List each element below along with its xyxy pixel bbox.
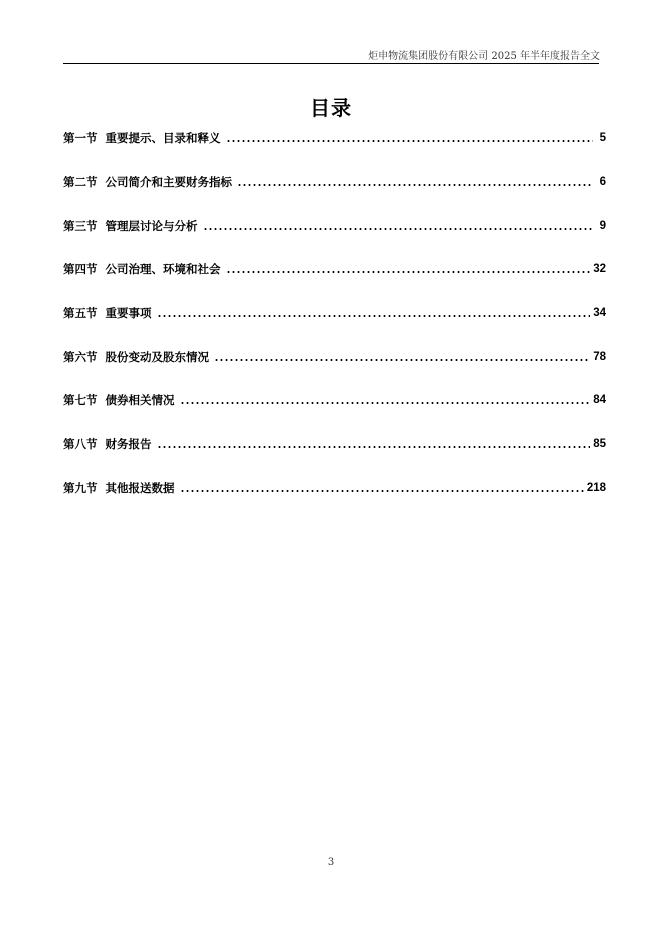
toc-section-title: 股份变动及股东情况 [105,350,209,364]
toc-section-title: 财务报告 [105,437,152,451]
toc-section-number: 第八节 [63,437,98,451]
toc-section-number: 第二节 [63,175,98,189]
toc-section-number: 第六节 [63,350,98,364]
toc-entry[interactable] [63,434,606,454]
toc-entry[interactable] [63,128,606,148]
toc-leader-dots [226,140,594,142]
toc-leader-dots [157,315,591,317]
header-divider [63,63,599,64]
toc-page-number: 6 [599,176,606,188]
toc-leader-dots [214,359,590,361]
toc-page-number: 78 [593,351,606,363]
toc-leader-dots [157,446,591,448]
page-header: 炬申物流集团股份有限公司 2025 年半年度报告全文 [368,51,600,62]
toc-entry[interactable] [63,303,606,323]
toc-section-title: 其他报送数据 [105,481,175,495]
toc-section-number: 第四节 [63,262,98,276]
toc-page-number: 32 [593,263,606,275]
toc-entry[interactable] [63,172,606,192]
toc-section-title: 公司治理、环境和社会 [105,262,221,276]
toc-leader-dots [226,271,591,273]
toc-entry[interactable] [63,259,606,279]
toc-section-title: 重要事项 [105,306,152,320]
toc-entry[interactable] [63,216,606,236]
toc-section-title: 债券相关情况 [105,393,175,407]
toc-page-number: 84 [593,394,606,406]
toc-section-number: 第九节 [63,481,98,495]
toc-page-number: 5 [599,132,606,144]
toc-page-number: 85 [593,438,606,450]
toc-section-number: 第七节 [63,393,98,407]
toc-leader-dots [180,490,584,492]
toc-section-number: 第一节 [63,131,98,145]
toc-page-number: 218 [586,482,606,494]
toc-entry[interactable] [63,478,606,498]
toc-section-title: 管理层讨论与分析 [105,219,198,233]
toc-section-title: 重要提示、目录和释义 [105,131,221,145]
toc-title: 目录 [310,96,352,120]
toc-page-number: 9 [599,220,606,232]
toc-entry[interactable] [63,390,606,410]
toc-section-title: 公司简介和主要财务指标 [105,175,232,189]
page-number: 3 [327,857,335,868]
toc-page-number: 34 [593,307,606,319]
toc-leader-dots [203,228,594,230]
toc-entry[interactable] [63,347,606,367]
toc-section-number: 第五节 [63,306,98,320]
toc-leader-dots [237,184,593,186]
toc-leader-dots [180,402,591,404]
toc-section-number: 第三节 [63,219,98,233]
